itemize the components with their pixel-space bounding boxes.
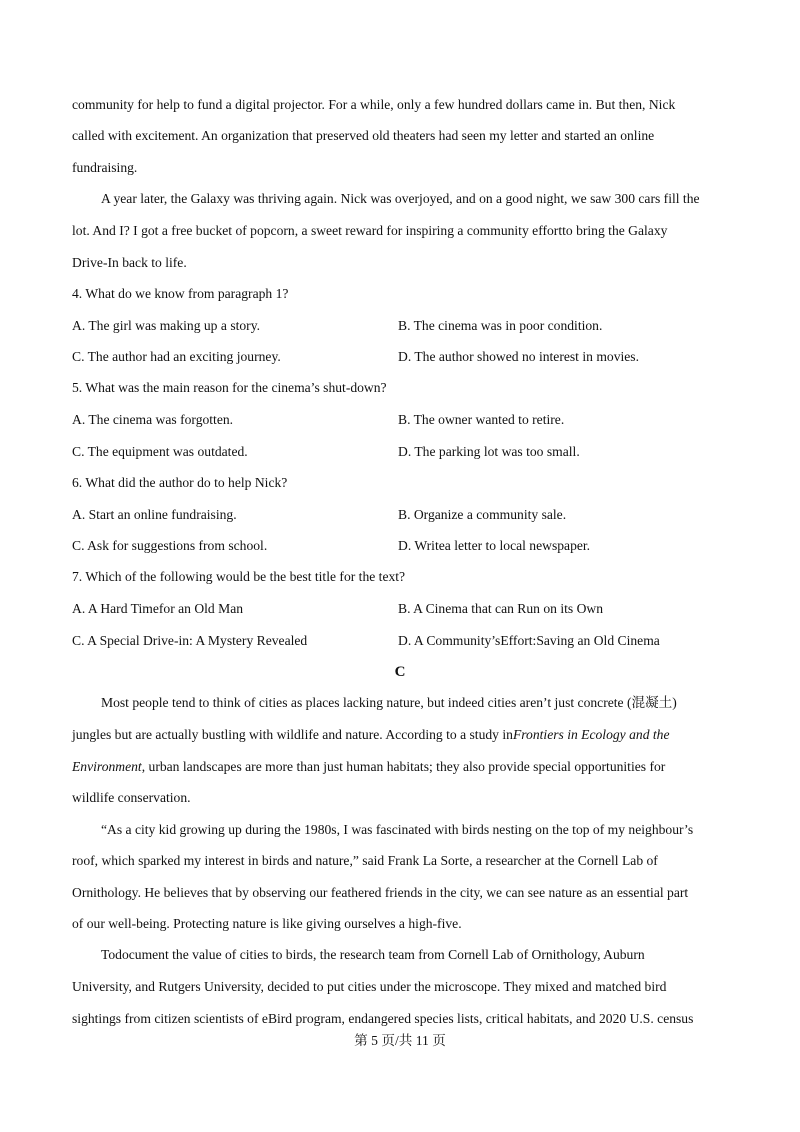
passage-line: Most people tend to think of cities as places lacking nature, but indeed cities aren’t just concrete (混凝土) [101, 695, 677, 710]
passage-line [72, 758, 665, 776]
passage-line: roof, which sparked my interest in birds and nature,” said Frank La Sorte, a researcher at the Cornell Lab of [72, 853, 658, 868]
option-c: C. The author had an exciting journey. [72, 349, 281, 364]
passage-line: “As a city kid growing up during the 1980s, I was fascinated with birds nesting on the top of my neighbour’s [101, 822, 694, 837]
question-stem: 6. What did the author do to help Nick? [72, 475, 288, 490]
passage-line: of our well-being. Protecting nature is like giving ourselves a high-five. [72, 916, 462, 931]
passage-line: community for help to fund a digital projector. For a while, only a few hundred dollars came in. But then, Nick [72, 97, 676, 112]
option-b: B. Organize a community sale. [398, 507, 567, 522]
journal-title: Frontiers in Ecology and the [512, 727, 670, 742]
option-a: A. The girl was making up a story. [72, 318, 261, 333]
option-a: A. The cinema was forgotten. [72, 412, 234, 427]
passage-line: fundraising. [72, 160, 138, 175]
passage-line: lot. And I? I got a free bucket of popcorn, a sweet reward for inspiring a community effortto bring the Galaxy [72, 223, 668, 238]
option-c: C. A Special Drive-in: A Mystery Revealed [72, 633, 308, 648]
page-footer: 第 5 页/共 11 页 [354, 1033, 446, 1048]
passage-line: A year later, the Galaxy was thriving again. Nick was overjoyed, and on a good night, we saw 300 cars fill the [101, 191, 700, 206]
option-a: A. A Hard Timefor an Old Man [72, 601, 244, 616]
option-d: D. The author showed no interest in movies. [398, 349, 639, 364]
passage-text: jungles but are actually bustling with wildlife and nature. According to a study in [72, 727, 513, 742]
question-stem: 7. Which of the following would be the best title for the text? [72, 569, 406, 584]
passage-line: called with excitement. An organization that preserved old theaters had seen my letter and started an online [72, 128, 655, 143]
option-b: B. The cinema was in poor condition. [398, 318, 603, 333]
passage-line: sightings from citizen scientists of eBird program, endangered species lists, critical habitats, and 2020 U.S. census [72, 1011, 694, 1026]
option-d: D. The parking lot was too small. [398, 444, 580, 459]
journal-title: Environment [72, 759, 142, 774]
question-stem: 5. What was the main reason for the cinema’s shut-down? [72, 380, 387, 395]
option-b: B. A Cinema that can Run on its Own [398, 601, 604, 616]
passage-line [72, 726, 670, 744]
passage-line: Todocument the value of cities to birds, the research team from Cornell Lab of Ornithology, Auburn [101, 947, 645, 962]
option-b: B. The owner wanted to retire. [398, 412, 565, 427]
question-stem: 4. What do we know from paragraph 1? [72, 286, 289, 301]
passage-line: wildlife conservation. [72, 790, 191, 805]
option-d: D. A Community’sEffort:Saving an Old Cinema [398, 633, 660, 648]
passage-text: , urban landscapes are more than just human habitats; they also provide special opportunities for [141, 759, 666, 774]
section-heading: C [394, 664, 406, 680]
option-d: D. Writea letter to local newspaper. [398, 538, 591, 553]
option-c: C. The equipment was outdated. [72, 444, 248, 459]
passage-line: Drive-In back to life. [72, 255, 187, 270]
passage-line: Ornithology. He believes that by observing our feathered friends in the city, we can see nature as an essential part [72, 885, 689, 900]
option-c: C. Ask for suggestions from school. [72, 538, 268, 553]
option-a: A. Start an online fundraising. [72, 507, 237, 522]
passage-line: University, and Rutgers University, decided to put cities under the microscope. They mixed and matched bird [72, 979, 667, 994]
